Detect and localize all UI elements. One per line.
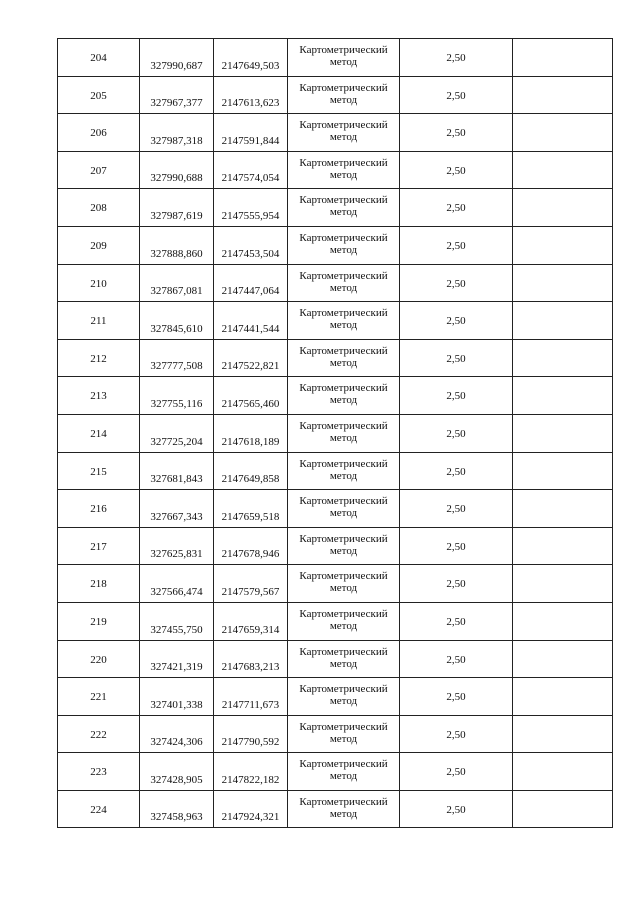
table-row (58, 189, 613, 227)
table-row (58, 377, 613, 415)
table-row (58, 640, 613, 678)
coord-x: 327458,963 (140, 790, 214, 828)
method-cell (288, 189, 400, 227)
point-number: 210 (58, 264, 140, 302)
coord-x: 327566,474 (140, 565, 214, 603)
table-row (58, 114, 613, 152)
coord-x: 327888,860 (140, 226, 214, 264)
coord-x: 327867,081 (140, 264, 214, 302)
point-number: 221 (58, 678, 140, 716)
method-line-2: метод (329, 544, 358, 557)
method-line-2: метод (329, 243, 358, 256)
coord-x: 327625,831 (140, 527, 214, 565)
method-cell (288, 151, 400, 189)
method-line-2: метод (329, 619, 358, 632)
table-row (58, 715, 613, 753)
method-line-2: метод (329, 695, 358, 708)
method-line-2: метод (329, 93, 358, 106)
method-cell (288, 790, 400, 828)
coord-y: 2147613,623 (214, 76, 288, 114)
point-number: 205 (58, 76, 140, 114)
method-line-2: метод (329, 56, 358, 68)
method-line-2: метод (329, 582, 358, 595)
table-row (58, 226, 613, 264)
table-row (58, 151, 613, 189)
point-number: 215 (58, 452, 140, 490)
coord-y: 2147591,844 (214, 114, 288, 152)
note-cell (513, 339, 613, 377)
method-cell (288, 339, 400, 377)
coord-x: 327421,319 (140, 640, 214, 678)
method-line-1: Картометрический (299, 570, 388, 583)
method-line-2: метод (329, 131, 358, 144)
coord-x: 327681,843 (140, 452, 214, 490)
method-cell (288, 452, 400, 490)
table-row (58, 264, 613, 302)
coord-y: 2147678,946 (214, 527, 288, 565)
method-cell (288, 715, 400, 753)
coord-x: 327755,116 (140, 377, 214, 415)
coord-y: 2147822,182 (214, 753, 288, 791)
method-cell (288, 490, 400, 528)
accuracy: 2,50 (400, 226, 513, 264)
note-cell (513, 565, 613, 603)
point-number: 219 (58, 602, 140, 640)
coord-y: 2147683,213 (214, 640, 288, 678)
coord-x: 327455,750 (140, 602, 214, 640)
method-cell (288, 76, 400, 114)
accuracy: 2,50 (400, 339, 513, 377)
table-row (58, 414, 613, 452)
coord-y: 2147579,567 (214, 565, 288, 603)
method-line-1: Картометрический (299, 607, 388, 620)
accuracy: 2,50 (400, 377, 513, 415)
method-line-1: Картометрический (299, 119, 388, 132)
coord-y: 2147522,821 (214, 339, 288, 377)
coord-x: 327667,343 (140, 490, 214, 528)
coordinates-table (57, 38, 613, 828)
method-cell (288, 753, 400, 791)
note-cell (513, 602, 613, 640)
coord-y: 2147555,954 (214, 189, 288, 227)
table-row (58, 302, 613, 340)
method-line-1: Картометрический (299, 344, 388, 357)
method-line-1: Картометрический (299, 44, 388, 56)
note-cell (513, 151, 613, 189)
coord-y: 2147659,518 (214, 490, 288, 528)
point-number: 218 (58, 565, 140, 603)
accuracy: 2,50 (400, 151, 513, 189)
table-row (58, 527, 613, 565)
point-number: 217 (58, 527, 140, 565)
point-number: 213 (58, 377, 140, 415)
method-line-1: Картометрический (299, 307, 388, 320)
method-line-1: Картометрический (299, 231, 388, 244)
accuracy: 2,50 (400, 76, 513, 114)
method-line-2: метод (329, 507, 358, 520)
method-line-1: Картометрический (299, 645, 388, 658)
accuracy: 2,50 (400, 640, 513, 678)
method-line-1: Картометрический (299, 532, 388, 545)
note-cell (513, 377, 613, 415)
point-number: 211 (58, 302, 140, 340)
note-cell (513, 490, 613, 528)
table-row (58, 339, 613, 377)
note-cell (513, 640, 613, 678)
method-line-1: Картометрический (299, 457, 388, 470)
point-number: 214 (58, 414, 140, 452)
table-row (58, 490, 613, 528)
method-cell (288, 39, 400, 77)
method-line-2: метод (329, 168, 358, 181)
note-cell (513, 226, 613, 264)
accuracy: 2,50 (400, 189, 513, 227)
note-cell (513, 189, 613, 227)
method-line-1: Картометрический (299, 194, 388, 207)
method-line-1: Картометрический (299, 495, 388, 508)
method-line-1: Картометрический (299, 758, 388, 771)
method-line-2: метод (329, 732, 358, 745)
accuracy: 2,50 (400, 753, 513, 791)
coord-x: 327424,306 (140, 715, 214, 753)
note-cell (513, 790, 613, 828)
method-cell (288, 377, 400, 415)
coord-y: 2147618,189 (214, 414, 288, 452)
method-line-1: Картометрический (299, 269, 388, 282)
method-cell (288, 640, 400, 678)
method-cell (288, 414, 400, 452)
coord-x: 327845,610 (140, 302, 214, 340)
note-cell (513, 753, 613, 791)
table-row (58, 790, 613, 828)
method-line-2: метод (329, 394, 358, 407)
table-row (58, 753, 613, 791)
point-number: 207 (58, 151, 140, 189)
method-line-2: метод (329, 469, 358, 482)
note-cell (513, 264, 613, 302)
method-line-2: метод (329, 657, 358, 670)
accuracy: 2,50 (400, 490, 513, 528)
method-line-1: Картометрический (299, 382, 388, 395)
table-row (58, 76, 613, 114)
point-number: 204 (58, 39, 140, 77)
note-cell (513, 414, 613, 452)
coord-x: 327987,318 (140, 114, 214, 152)
coord-y: 2147447,064 (214, 264, 288, 302)
note-cell (513, 302, 613, 340)
point-number: 206 (58, 114, 140, 152)
coord-x: 327777,508 (140, 339, 214, 377)
note-cell (513, 76, 613, 114)
method-line-2: метод (329, 807, 358, 820)
note-cell (513, 678, 613, 716)
point-number: 216 (58, 490, 140, 528)
coord-y: 2147574,054 (214, 151, 288, 189)
table-row (58, 678, 613, 716)
method-line-2: метод (329, 281, 358, 294)
method-line-2: метод (329, 319, 358, 332)
method-line-2: метод (329, 770, 358, 783)
method-line-2: метод (329, 206, 358, 219)
method-cell (288, 264, 400, 302)
note-cell (513, 39, 613, 77)
accuracy: 2,50 (400, 790, 513, 828)
coord-x: 327401,338 (140, 678, 214, 716)
accuracy: 2,50 (400, 565, 513, 603)
coord-x: 327987,619 (140, 189, 214, 227)
method-line-2: метод (329, 356, 358, 369)
coord-y: 2147649,503 (214, 39, 288, 77)
point-number: 208 (58, 189, 140, 227)
note-cell (513, 715, 613, 753)
note-cell (513, 114, 613, 152)
table-row (58, 452, 613, 490)
method-line-1: Картометрический (299, 795, 388, 808)
point-number: 223 (58, 753, 140, 791)
method-line-2: метод (329, 431, 358, 444)
method-line-1: Картометрический (299, 81, 388, 94)
coord-y: 2147790,592 (214, 715, 288, 753)
coord-x: 327990,688 (140, 151, 214, 189)
coord-y: 2147924,321 (214, 790, 288, 828)
accuracy: 2,50 (400, 715, 513, 753)
accuracy: 2,50 (400, 452, 513, 490)
accuracy: 2,50 (400, 414, 513, 452)
method-cell (288, 302, 400, 340)
note-cell (513, 452, 613, 490)
method-cell (288, 565, 400, 603)
coord-y: 2147649,858 (214, 452, 288, 490)
coord-x: 327967,377 (140, 76, 214, 114)
coord-x: 327725,204 (140, 414, 214, 452)
coord-y: 2147711,673 (214, 678, 288, 716)
method-line-1: Картометрический (299, 720, 388, 733)
point-number: 209 (58, 226, 140, 264)
coord-x: 327428,905 (140, 753, 214, 791)
table-row (58, 39, 613, 77)
coord-x: 327990,687 (140, 39, 214, 77)
coord-y: 2147453,504 (214, 226, 288, 264)
accuracy: 2,50 (400, 527, 513, 565)
method-cell (288, 678, 400, 716)
point-number: 222 (58, 715, 140, 753)
accuracy: 2,50 (400, 678, 513, 716)
table-body (58, 39, 613, 828)
method-line-1: Картометрический (299, 419, 388, 432)
note-cell (513, 527, 613, 565)
table-row (58, 565, 613, 603)
coord-y: 2147565,460 (214, 377, 288, 415)
point-number: 220 (58, 640, 140, 678)
method-cell (288, 602, 400, 640)
point-number: 224 (58, 790, 140, 828)
accuracy: 2,50 (400, 302, 513, 340)
accuracy: 2,50 (400, 39, 513, 77)
coord-y: 2147659,314 (214, 602, 288, 640)
method-cell (288, 527, 400, 565)
method-line-1: Картометрический (299, 683, 388, 696)
point-number: 212 (58, 339, 140, 377)
method-line-1: Картометрический (299, 156, 388, 169)
coord-y: 2147441,544 (214, 302, 288, 340)
method-cell (288, 114, 400, 152)
accuracy: 2,50 (400, 114, 513, 152)
method-cell (288, 226, 400, 264)
table-row (58, 602, 613, 640)
accuracy: 2,50 (400, 264, 513, 302)
accuracy: 2,50 (400, 602, 513, 640)
